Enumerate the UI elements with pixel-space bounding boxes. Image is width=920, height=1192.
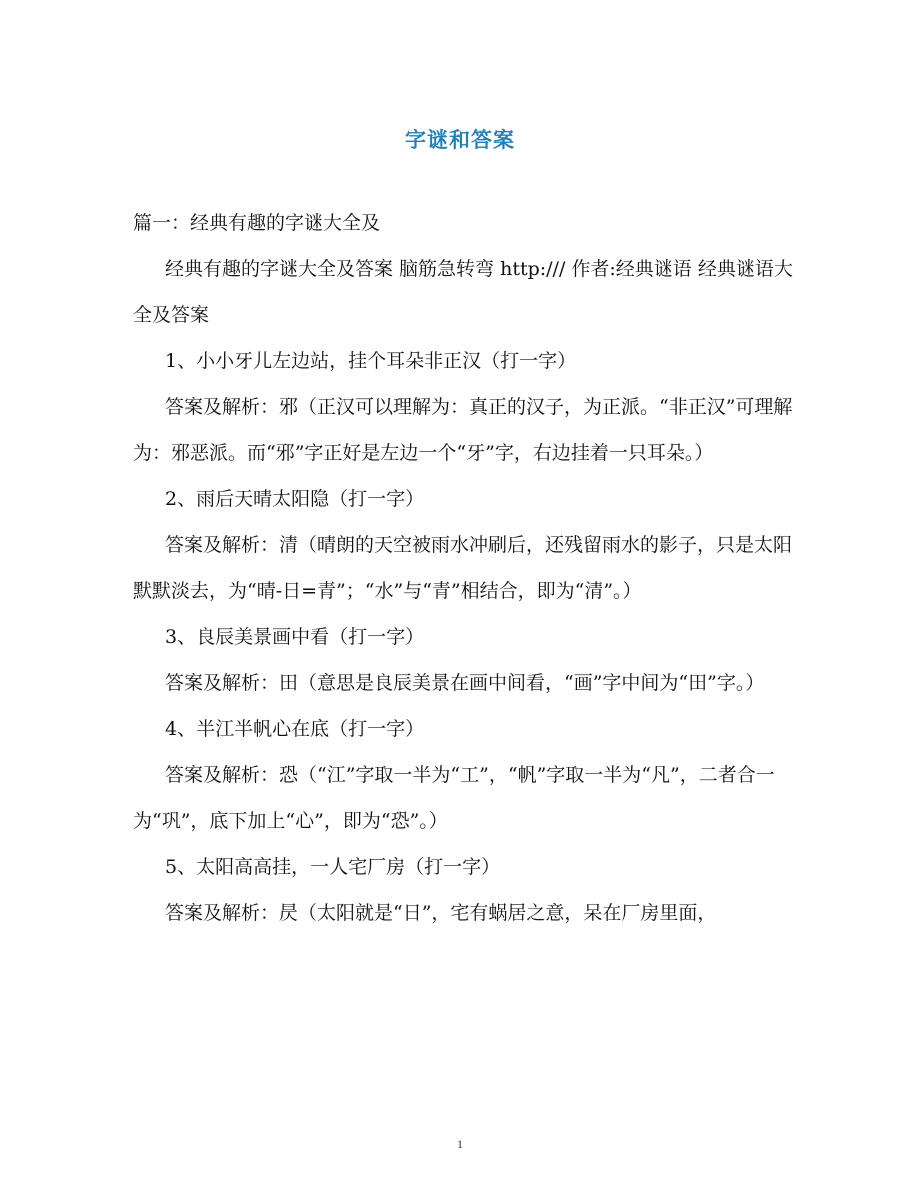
riddle-answer: 答案及解析：恐（“江”字取一半为“工”，“帆”字取一半为“凡”，二者合一为“巩”，底下加上“心”，即为“恐”。） <box>133 764 775 832</box>
page-number: 1 <box>457 1137 463 1151</box>
page-title: 字谜和答案 <box>405 128 515 152</box>
riddle-answer: 答案及解析：昃（太阳就是“日”，宅有蜗居之意，呆在厂房里面， <box>165 902 717 924</box>
riddle-answer: 答案及解析：田（意思是良辰美景在画中间看，“画”字中间为“田”字。） <box>165 672 765 694</box>
riddle-question: 1、小小牙儿左边站，挂个耳朵非正汉（打一字） <box>165 350 577 372</box>
riddle-question: 2、雨后天晴太阳隐（打一字） <box>165 488 425 510</box>
riddle-question: 4、半江半帆心在底（打一字） <box>165 718 425 740</box>
riddle-answer: 答案及解析：邪（正汉可以理解为：真正的汉子，为正派。“非正汉”可理解为：邪恶派。而“邪”字正好是左边一个“牙”字，右边挂着一只耳朵。） <box>133 396 793 464</box>
section-heading: 篇一：经典有趣的字谜大全及 <box>133 212 381 234</box>
riddle-answer: 答案及解析：清（晴朗的天空被雨水冲刷后，还残留雨水的影子，只是太阳默默淡去，为“晴-日=青”；“水”与“青”相结合，即为“清”。） <box>133 534 793 602</box>
document-body <box>133 200 793 936</box>
riddle-question: 5、太阳高高挂，一人宅厂房（打一字） <box>165 856 501 878</box>
intro-paragraph: 经典有趣的字谜大全及答案 脑筋急转弯 http:/// 作者:经典谜语 经典谜语大全及答案 <box>133 258 793 326</box>
riddle-question: 3、良辰美景画中看（打一字） <box>165 626 425 648</box>
